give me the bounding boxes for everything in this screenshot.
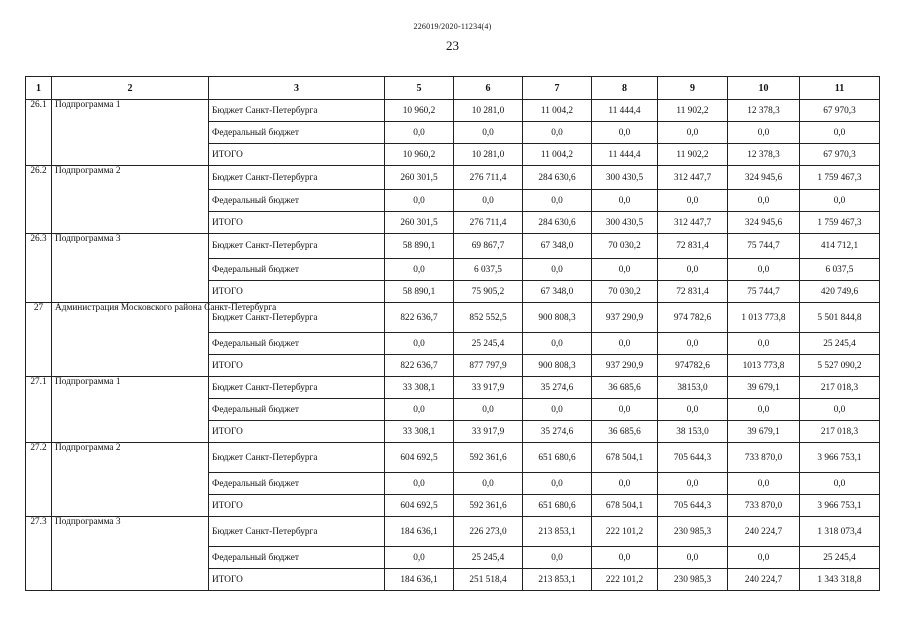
amount-cell: 184 636,1 [385, 569, 454, 591]
amount-cell: 58 890,1 [385, 234, 454, 259]
amount-cell: 900 808,3 [523, 355, 592, 377]
amount-cell: 0,0 [800, 190, 880, 212]
amount-cell: 222 101,2 [592, 569, 658, 591]
amount-cell: 822 636,7 [385, 303, 454, 333]
amount-cell: 0,0 [385, 122, 454, 144]
row-index: 26.2 [26, 166, 52, 234]
amount-cell: 0,0 [385, 399, 454, 421]
amount-cell: 25 245,4 [800, 547, 880, 569]
amount-cell: 0,0 [728, 473, 800, 495]
funding-source: Федеральный бюджет [209, 547, 385, 569]
amount-cell: 25 245,4 [454, 333, 523, 355]
column-header: 1 [26, 77, 52, 100]
funding-source: Федеральный бюджет [209, 473, 385, 495]
amount-cell: 184 636,1 [385, 517, 454, 547]
column-header: 11 [800, 77, 880, 100]
program-name: Подпрограмма 2 [52, 443, 209, 517]
column-header: 2 [52, 77, 209, 100]
amount-cell: 0,0 [800, 122, 880, 144]
amount-cell: 230 985,3 [658, 517, 728, 547]
amount-cell: 6 037,5 [800, 259, 880, 281]
amount-cell: 0,0 [728, 547, 800, 569]
amount-cell: 0,0 [728, 190, 800, 212]
amount-cell: 1 343 318,8 [800, 569, 880, 591]
program-name: Подпрограмма 1 [52, 100, 209, 166]
amount-cell: 592 361,6 [454, 443, 523, 473]
amount-cell: 33 308,1 [385, 421, 454, 443]
amount-cell: 39 679,1 [728, 377, 800, 399]
column-header: 9 [658, 77, 728, 100]
amount-cell: 312 447,7 [658, 166, 728, 190]
amount-cell: 852 552,5 [454, 303, 523, 333]
amount-cell: 0,0 [728, 122, 800, 144]
amount-cell: 651 680,6 [523, 443, 592, 473]
amount-cell: 213 853,1 [523, 517, 592, 547]
amount-cell: 0,0 [385, 259, 454, 281]
amount-cell: 67 348,0 [523, 281, 592, 303]
table-row [26, 303, 880, 333]
amount-cell: 0,0 [592, 259, 658, 281]
amount-cell: 0,0 [385, 333, 454, 355]
amount-cell: 312 447,7 [658, 212, 728, 234]
funding-source: Бюджет Санкт-Петербурга [209, 166, 385, 190]
amount-cell: 11 004,2 [523, 144, 592, 166]
amount-cell: 420 749,6 [800, 281, 880, 303]
amount-cell: 0,0 [523, 122, 592, 144]
amount-cell: 67 970,3 [800, 144, 880, 166]
row-index: 26.1 [26, 100, 52, 166]
budget-table [25, 76, 880, 591]
amount-cell: 226 273,0 [454, 517, 523, 547]
amount-cell: 604 692,5 [385, 495, 454, 517]
amount-cell: 1 013 773,8 [728, 303, 800, 333]
amount-cell: 0,0 [454, 122, 523, 144]
amount-cell: 0,0 [454, 190, 523, 212]
row-index: 26.3 [26, 234, 52, 303]
amount-cell: 0,0 [658, 122, 728, 144]
amount-cell: 38 153,0 [658, 421, 728, 443]
amount-cell: 222 101,2 [592, 517, 658, 547]
amount-cell: 72 831,4 [658, 234, 728, 259]
amount-cell: 651 680,6 [523, 495, 592, 517]
funding-source: Федеральный бюджет [209, 122, 385, 144]
amount-cell: 705 644,3 [658, 443, 728, 473]
amount-cell: 592 361,6 [454, 495, 523, 517]
amount-cell: 0,0 [523, 473, 592, 495]
amount-cell: 35 274,6 [523, 421, 592, 443]
amount-cell: 0,0 [523, 333, 592, 355]
page-number: 23 [446, 38, 459, 53]
funding-source: ИТОГО [209, 569, 385, 591]
amount-cell: 0,0 [523, 547, 592, 569]
amount-cell: 324 945,6 [728, 212, 800, 234]
amount-cell: 974782,6 [658, 355, 728, 377]
amount-cell: 35 274,6 [523, 377, 592, 399]
amount-cell: 0,0 [592, 190, 658, 212]
amount-cell: 38153,0 [658, 377, 728, 399]
amount-cell: 11 004,2 [523, 100, 592, 122]
amount-cell: 70 030,2 [592, 234, 658, 259]
column-header: 6 [454, 77, 523, 100]
column-header: 7 [523, 77, 592, 100]
amount-cell: 300 430,5 [592, 212, 658, 234]
amount-cell: 10 960,2 [385, 144, 454, 166]
amount-cell: 0,0 [592, 473, 658, 495]
amount-cell: 822 636,7 [385, 355, 454, 377]
funding-source: Федеральный бюджет [209, 333, 385, 355]
funding-source: ИТОГО [209, 144, 385, 166]
amount-cell: 733 870,0 [728, 443, 800, 473]
amount-cell: 678 504,1 [592, 495, 658, 517]
amount-cell: 36 685,6 [592, 377, 658, 399]
amount-cell: 0,0 [523, 399, 592, 421]
amount-cell: 0,0 [592, 122, 658, 144]
table-row [26, 377, 880, 399]
amount-cell: 0,0 [385, 473, 454, 495]
amount-cell: 217 018,3 [800, 377, 880, 399]
funding-source: Бюджет Санкт-Петербурга [209, 234, 385, 259]
amount-cell: 877 797,9 [454, 355, 523, 377]
column-header: 3 [209, 77, 385, 100]
amount-cell: 284 630,6 [523, 212, 592, 234]
funding-source: Федеральный бюджет [209, 399, 385, 421]
amount-cell: 604 692,5 [385, 443, 454, 473]
amount-cell: 75 905,2 [454, 281, 523, 303]
amount-cell: 12 378,3 [728, 100, 800, 122]
amount-cell: 1 759 467,3 [800, 212, 880, 234]
program-name: Администрация Московского района Санкт-Петербурга [52, 303, 209, 377]
program-name: Подпрограмма 2 [52, 166, 209, 234]
table-row [26, 166, 880, 190]
amount-cell: 75 744,7 [728, 281, 800, 303]
amount-cell: 3 966 753,1 [800, 495, 880, 517]
table-row [26, 443, 880, 473]
amount-cell: 0,0 [523, 259, 592, 281]
column-header: 5 [385, 77, 454, 100]
amount-cell: 260 301,5 [385, 166, 454, 190]
column-header: 10 [728, 77, 800, 100]
funding-source: ИТОГО [209, 355, 385, 377]
table-row [26, 100, 880, 122]
amount-cell: 70 030,2 [592, 281, 658, 303]
amount-cell: 0,0 [385, 190, 454, 212]
table-header-row [26, 77, 880, 100]
amount-cell: 10 281,0 [454, 100, 523, 122]
amount-cell: 1013 773,8 [728, 355, 800, 377]
amount-cell: 217 018,3 [800, 421, 880, 443]
amount-cell: 67 348,0 [523, 234, 592, 259]
amount-cell: 11 444,4 [592, 100, 658, 122]
funding-source: ИТОГО [209, 495, 385, 517]
amount-cell: 0,0 [523, 190, 592, 212]
amount-cell: 75 744,7 [728, 234, 800, 259]
amount-cell: 213 853,1 [523, 569, 592, 591]
amount-cell: 0,0 [592, 547, 658, 569]
column-header: 8 [592, 77, 658, 100]
amount-cell: 33 308,1 [385, 377, 454, 399]
program-name: Подпрограмма 3 [52, 234, 209, 303]
amount-cell: 0,0 [728, 259, 800, 281]
funding-source: Бюджет Санкт-Петербурга [209, 443, 385, 473]
amount-cell: 11 902,2 [658, 100, 728, 122]
amount-cell: 276 711,4 [454, 166, 523, 190]
row-index: 27.2 [26, 443, 52, 517]
amount-cell: 900 808,3 [523, 303, 592, 333]
amount-cell: 3 966 753,1 [800, 443, 880, 473]
amount-cell: 230 985,3 [658, 569, 728, 591]
document-id: 226019/2020-11234(4) [413, 22, 492, 31]
amount-cell: 937 290,9 [592, 303, 658, 333]
amount-cell: 0,0 [658, 190, 728, 212]
amount-cell: 414 712,1 [800, 234, 880, 259]
amount-cell: 937 290,9 [592, 355, 658, 377]
amount-cell: 0,0 [658, 399, 728, 421]
amount-cell: 25 245,4 [800, 333, 880, 355]
amount-cell: 0,0 [385, 547, 454, 569]
amount-cell: 39 679,1 [728, 421, 800, 443]
amount-cell: 1 318 073,4 [800, 517, 880, 547]
program-name: Подпрограмма 1 [52, 377, 209, 443]
row-index: 27.3 [26, 517, 52, 591]
amount-cell: 58 890,1 [385, 281, 454, 303]
amount-cell: 276 711,4 [454, 212, 523, 234]
amount-cell: 6 037,5 [454, 259, 523, 281]
amount-cell: 0,0 [454, 473, 523, 495]
funding-source: Федеральный бюджет [209, 259, 385, 281]
amount-cell: 300 430,5 [592, 166, 658, 190]
amount-cell: 12 378,3 [728, 144, 800, 166]
amount-cell: 11 444,4 [592, 144, 658, 166]
amount-cell: 0,0 [592, 399, 658, 421]
amount-cell: 72 831,4 [658, 281, 728, 303]
amount-cell: 0,0 [592, 333, 658, 355]
row-index: 27.1 [26, 377, 52, 443]
funding-source: Бюджет Санкт-Петербурга [209, 517, 385, 547]
amount-cell: 0,0 [728, 399, 800, 421]
amount-cell: 33 917,9 [454, 421, 523, 443]
amount-cell: 974 782,6 [658, 303, 728, 333]
amount-cell: 36 685,6 [592, 421, 658, 443]
amount-cell: 0,0 [658, 547, 728, 569]
amount-cell: 260 301,5 [385, 212, 454, 234]
amount-cell: 733 870,0 [728, 495, 800, 517]
amount-cell: 678 504,1 [592, 443, 658, 473]
amount-cell: 67 970,3 [800, 100, 880, 122]
amount-cell: 1 759 467,3 [800, 166, 880, 190]
table-body [26, 100, 880, 591]
amount-cell: 69 867,7 [454, 234, 523, 259]
amount-cell: 0,0 [658, 473, 728, 495]
table-row [26, 234, 880, 259]
amount-cell: 251 518,4 [454, 569, 523, 591]
amount-cell: 5 527 090,2 [800, 355, 880, 377]
amount-cell: 33 917,9 [454, 377, 523, 399]
amount-cell: 284 630,6 [523, 166, 592, 190]
program-name: Подпрограмма 3 [52, 517, 209, 591]
amount-cell: 0,0 [728, 333, 800, 355]
amount-cell: 0,0 [800, 399, 880, 421]
amount-cell: 705 644,3 [658, 495, 728, 517]
amount-cell: 10 281,0 [454, 144, 523, 166]
amount-cell: 25 245,4 [454, 547, 523, 569]
funding-source: Бюджет Санкт-Петербурга [209, 377, 385, 399]
amount-cell: 324 945,6 [728, 166, 800, 190]
funding-source: Бюджет Санкт-Петербурга [209, 100, 385, 122]
amount-cell: 5 501 844,8 [800, 303, 880, 333]
funding-source: ИТОГО [209, 281, 385, 303]
amount-cell: 0,0 [658, 259, 728, 281]
amount-cell: 240 224,7 [728, 569, 800, 591]
amount-cell: 0,0 [658, 333, 728, 355]
amount-cell: 0,0 [454, 399, 523, 421]
amount-cell: 0,0 [800, 473, 880, 495]
funding-source: Бюджет Санкт-Петербурга [209, 303, 385, 333]
row-index: 27 [26, 303, 52, 377]
amount-cell: 10 960,2 [385, 100, 454, 122]
amount-cell: 11 902,2 [658, 144, 728, 166]
table-row [26, 517, 880, 547]
funding-source: ИТОГО [209, 421, 385, 443]
funding-source: Федеральный бюджет [209, 190, 385, 212]
amount-cell: 240 224,7 [728, 517, 800, 547]
funding-source: ИТОГО [209, 212, 385, 234]
